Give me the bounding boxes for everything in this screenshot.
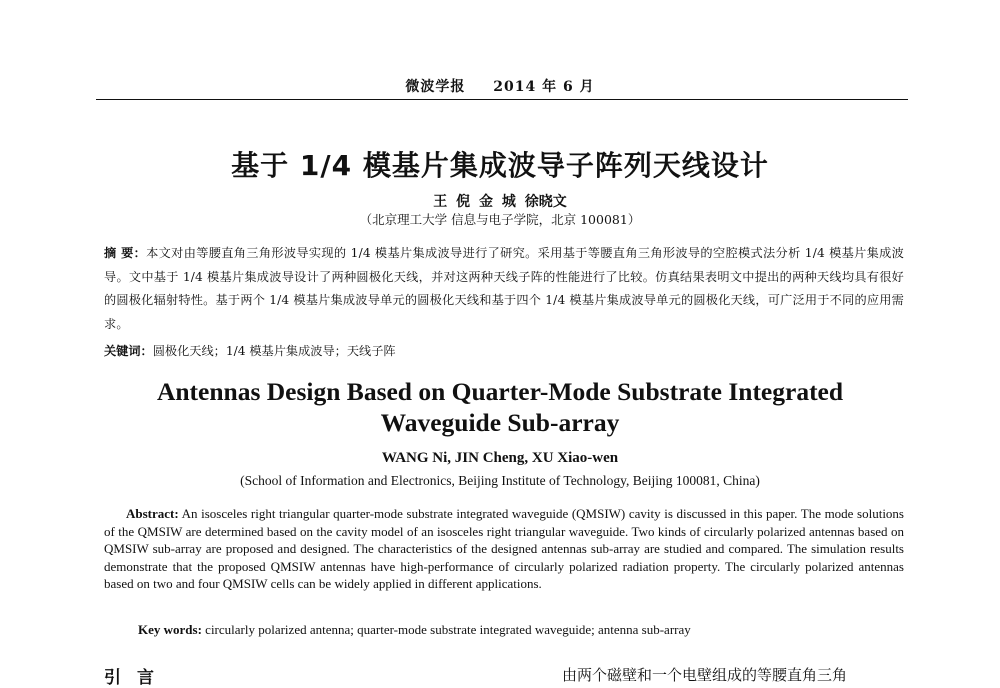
chinese-keywords-label: 关键词： (104, 344, 153, 358)
section-heading-introduction: 引言 (104, 668, 170, 688)
chinese-affiliation: （北京理工大学 信息与电子学院，北京 100081） (359, 212, 641, 227)
chinese-title: 基于 1/4 模基片集成波导子阵列天线设计 (231, 149, 769, 182)
english-title (0, 376, 1000, 438)
english-keywords-label: Key words: (138, 622, 202, 637)
chinese-authors: 王 倪 金 城 徐晓文 (433, 194, 567, 210)
english-authors: WANG Ni, JIN Cheng, XU Xiao-wen (381, 450, 619, 466)
english-abstract-label: Abstract: (126, 506, 179, 521)
running-header (0, 76, 1000, 96)
english-abstract (104, 505, 904, 593)
chinese-abstract-label: 摘 要： (104, 246, 147, 260)
header-rule (96, 99, 908, 100)
english-title-line-1: Antennas Design Based on Quarter-Mode Substrate Integrated (156, 377, 844, 406)
english-keywords-text: circularly polarized antenna; quarter-mode substrate integrated waveguide; antenna sub-array (205, 622, 691, 637)
english-affiliation: (School of Information and Electronics, Beijing Institute of Technology, Beijing 100081, China) (240, 473, 760, 488)
english-abstract-text: An isosceles right triangular quarter-mode substrate integrated waveguide (QMSIW) cavity is discussed in this paper. The mode solutions of the QMSIW are determined based on the cavity model of an isosceles right triangular waveguide. Two kinds of circularly polarized antennas based on QMSIW sub-array are proposed and designed. The characteristics of the designed antennas sub-array are studied and compared. The simulation results demonstrate that the proposed QMSIW antennas have high-performance of circularly polarized radiation property. The circularly polarized antennas based on two and four QMSIW cells can be widely applied in different applications. (104, 506, 904, 592)
issue-date: 2014 年 6 月 (493, 79, 595, 95)
english-keywords (138, 622, 691, 638)
body-text-fragment: 由两个磁壁和一个电壁组成的等腰直角三角 (562, 666, 848, 684)
english-title-line-2: Waveguide Sub-array (380, 408, 620, 437)
chinese-keywords-text: 圆极化天线；1/4 模基片集成波导；天线子阵 (152, 344, 396, 358)
chinese-keywords (104, 342, 396, 359)
chinese-abstract (104, 242, 904, 336)
journal-name: 微波学报 (405, 79, 466, 95)
chinese-abstract-text: 本文对由等腰直角三角形波导实现的 1/4 模基片集成波导进行了研究。采用基于等腰直角三角形波导的空腔模式法分析 1/4 模基片集成波导。文中基于 1/4 模基片集成波导设计了两种圆极化天线，并对这两种天线子阵的性能进行了比较。仿真结果表明文中提出的两种天线均具有很好的圆极化辐射特性。基于两个 1/4 模基片集成波导单元的圆极化天线和基于四个 1/4 模基片集成波导单元的圆极化天线，可广泛用于不同的应用需求。 (104, 246, 905, 331)
